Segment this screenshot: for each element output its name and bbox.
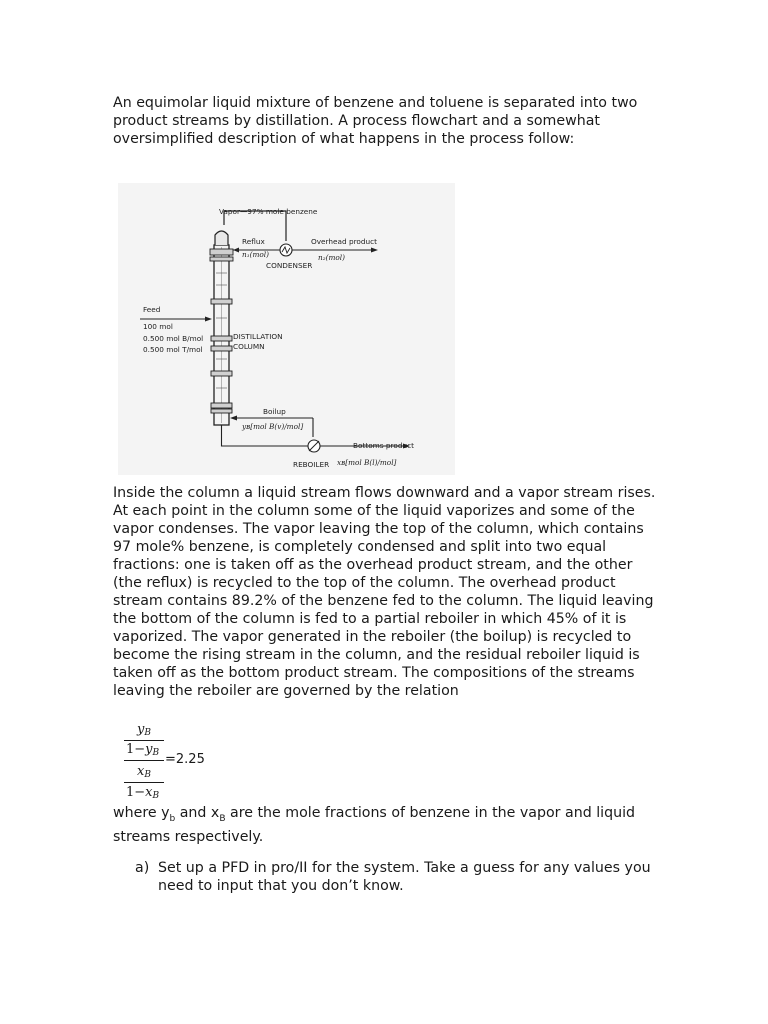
bottoms-var: xʙ[mol B(l)/mol]: [337, 458, 397, 467]
eq-den-bottom: 1−xB: [126, 785, 160, 801]
feed-line-1: 100 mol: [143, 322, 173, 331]
task-marker: a): [135, 860, 150, 876]
eq-main-bar: [124, 760, 164, 761]
column-label-1: DISTILLATION: [233, 332, 283, 341]
condenser-label: CONDENSER: [266, 261, 313, 270]
where-paragraph: where $y_b$ and $x_B$ are the mole fractions of benzene in the vapor and liquid streams respectively.: [113, 805, 636, 845]
boilup-label: Boilup: [263, 407, 286, 416]
bottoms-label: Bottoms product: [353, 441, 414, 450]
eq-den-top: xB: [137, 764, 151, 780]
overhead-label: Overhead product: [311, 237, 378, 246]
overhead-var: n₂(mol): [318, 253, 345, 262]
intro-paragraph: An equimolar liquid mixture of benzene and toluene is separated into two product streams by distillation. A process flowchart and a somewhat oversimplified description of what happens in the process follow:: [113, 95, 638, 147]
reboiler-label: REBOILER: [293, 460, 330, 469]
feed-label: Feed: [143, 305, 161, 314]
eq-num-bar: [124, 740, 164, 741]
boilup-var: yʙ[mol B(v)/mol]: [242, 422, 304, 431]
equilibrium-equation: [124, 720, 244, 804]
eq-den-bar: [124, 782, 164, 783]
eq-num-top: yB: [137, 722, 151, 738]
reflux-var: n₁(mol): [242, 250, 269, 259]
eq-rhs: =2.25: [165, 752, 205, 767]
feed-line-2: 0.500 mol B/mol: [143, 334, 204, 343]
feed-line-3: 0.500 mol T/mol: [143, 345, 203, 354]
task-text: Set up a PFD in pro/II for the system. Take a guess for any values you need to input that you don’t know.: [158, 860, 651, 894]
column-label-2: COLUMN: [233, 342, 265, 351]
process-description: Inside the column a liquid stream flows downward and a vapor stream rises. At each point in the column some of the liquid vaporizes and some of the vapor condenses. The vapor leaving the top of the column, which contains 97 mole% benzene, is completely condensed and split into two equal fractions: one is taken off as the overhead product stream, and the other (the reflux) is recycled to the top of the column. The overhead product stream contains 89.2% of the benzene fed to the column. The liquid leaving the bottom of the column is fed to a partial reboiler in which 45% of it is vaporized. The vapor generated in the reboiler (the boilup) is recycled to become the rising stream in the column, and the residual reboiler liquid is taken off as the bottom product stream. The compositions of the streams leaving the reboiler are governed by the relation: [113, 485, 656, 699]
process-flowchart: [118, 183, 455, 475]
distillation-column: [210, 231, 233, 425]
vapor-label: Vapor—97% mole benzene: [219, 207, 318, 216]
reflux-label: Reflux: [242, 237, 265, 246]
eq-num-bottom: 1−yB: [126, 742, 160, 758]
